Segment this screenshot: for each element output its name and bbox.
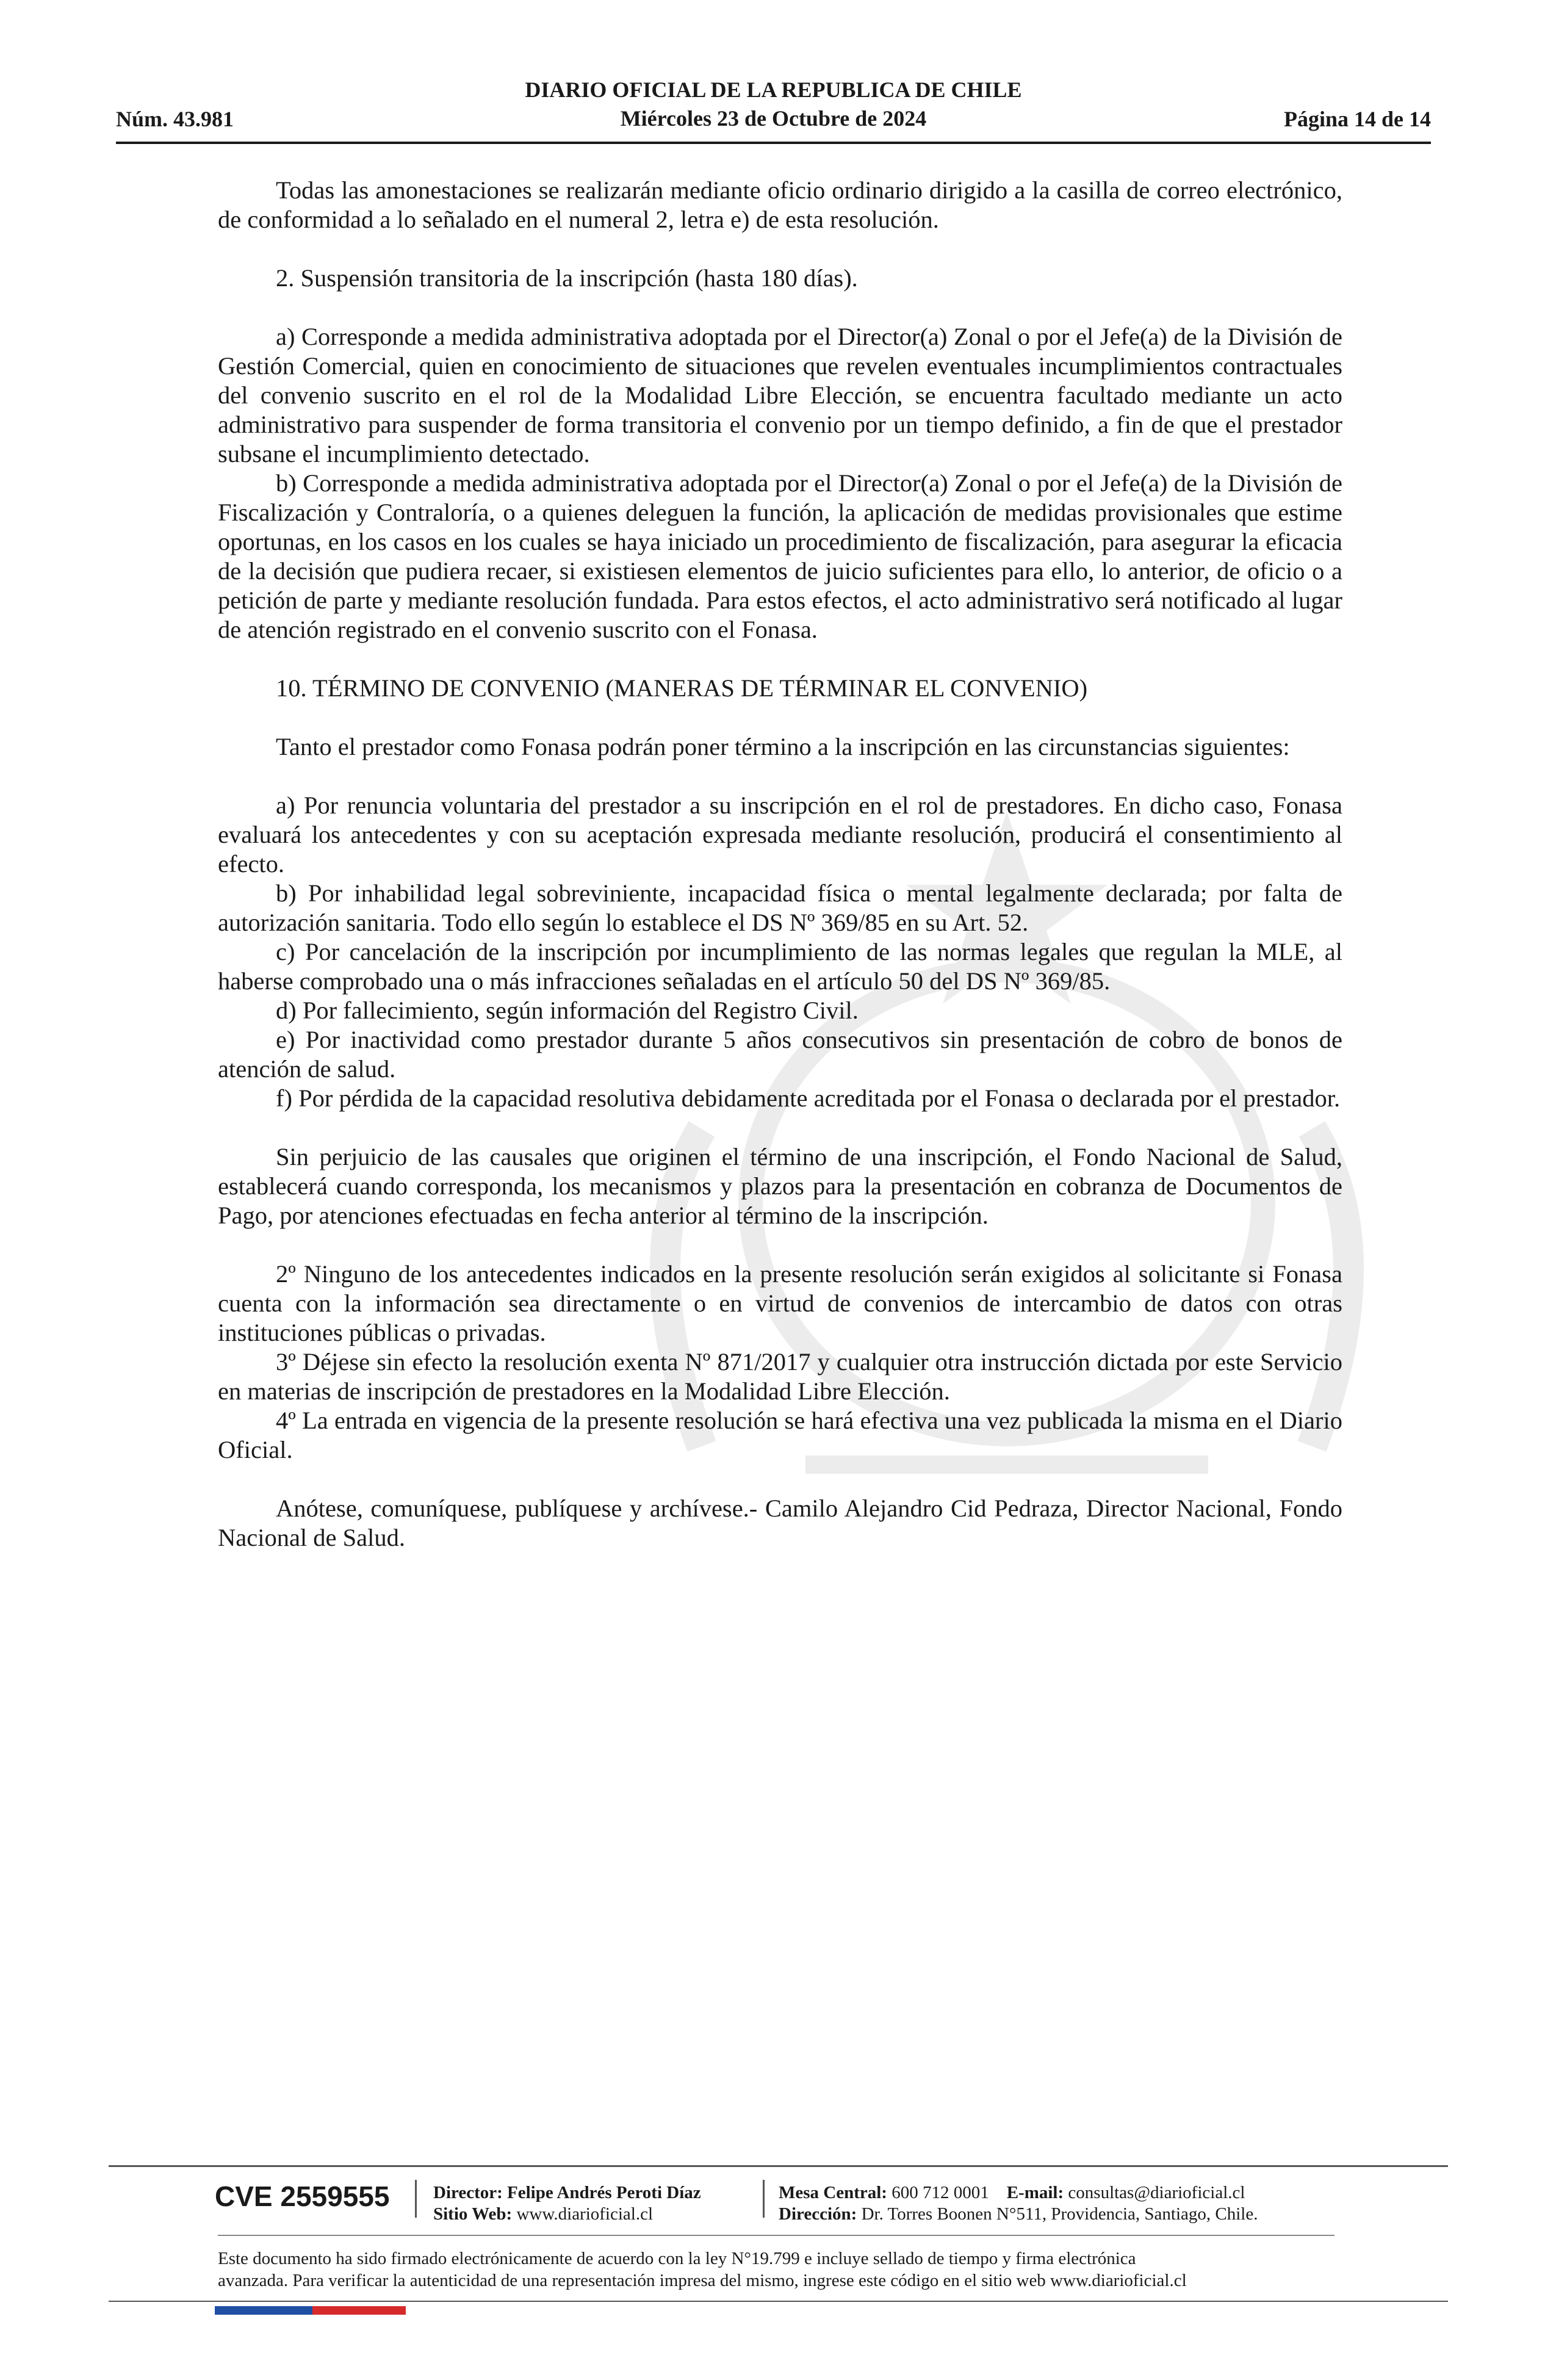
list-item: a) Por renuncia voluntaria del prestador a su inscripción en el rol de prestadores. En dicho caso, Fonasa evaluará los antecedentes y con su aceptación expresada mediante resolución, producirá el consentimiento al efecto. <box>218 792 1342 878</box>
website-label: Sitio Web: <box>433 2204 513 2224</box>
phone-label: Mesa Central: <box>779 2183 887 2202</box>
footer-contact-right <box>779 2182 1258 2225</box>
paragraph: Todas las amonestaciones se realizarán mediante oficio ordinario dirigido a la casilla de correo electrónico, de conformidad a lo señalado en el numeral 2, letra e) de esta resolución. <box>218 176 1342 233</box>
legal-notice-line: Este documento ha sido firmado electrónicamente de acuerdo con la ley N°19.799 e incluye sellado de tiempo y firma electrónica <box>218 2249 1136 2268</box>
section-heading: 2. Suspensión transitoria de la inscripción (hasta 180 días). <box>276 264 858 292</box>
director-label: Director: <box>433 2183 503 2202</box>
list-item: d) Por fallecimiento, según información del Registro Civil. <box>276 997 859 1024</box>
cve-code: CVE 2559555 <box>215 2180 390 2212</box>
header-divider <box>116 142 1431 144</box>
signature-paragraph: Anótese, comuníquese, publíquese y archívese.- Camilo Alejandro Cid Pedraza, Director Nacional, Fondo Nacional de Salud. <box>218 1495 1342 1551</box>
paragraph: Sin perjuicio de las causales que originen el término de una inscripción, el Fondo Nacional de Salud, establecerá cuando corresponda, los mecanismos y plazos para la presentación en cobranza de Documentos de Pago, por atenciones efectuadas en fecha anterior al término de la inscripción. <box>218 1143 1342 1229</box>
paragraph: a) Corresponde a medida administrativa adoptada por el Director(a) Zonal o por el Jefe(a) de la División de Gestión Comercial, quien en conocimiento de situaciones que revelen eventuales incumplimientos contractuales del convenio suscrito en el rol de la Modalidad Libre Elección, se encuentra facultado mediante un acto administrativo para suspender de forma transitoria el convenio por un tiempo definido, a fin de que el prestador subsane el incumplimiento detectado. <box>218 323 1342 467</box>
paragraph: 4º La entrada en vigencia de la presente resolución se hará efectiva una vez publicada la misma en el Diario Oficial. <box>218 1407 1342 1463</box>
paragraph: b) Corresponde a medida administrativa adoptada por el Director(a) Zonal o por el Jefe(a) de la División de Fiscalización y Contraloría, o a quienes deleguen la función, la aplicación de medidas provisionales que estime oportunas, en los casos en los cuales se haya iniciado un procedimiento de fiscalización, para asegurar la eficacia de la decisión que pudiera recaer, si existiesen elementos de juicio suficientes para ello, lo anterior, de oficio o a petición de parte y mediante resolución fundada. Para estos efectos, el acto administrativo será notificado al lugar de atención registrado en el convenio suscrito con el Fonasa. <box>218 469 1342 643</box>
publication-title: DIARIO OFICIAL DE LA REPUBLICA DE CHILE <box>525 78 1022 102</box>
footer-divider-middle <box>218 2235 1334 2236</box>
footer-divider-bottom <box>109 2301 1448 2302</box>
address-value: Dr. Torres Boonen N°511, Providencia, Santiago, Chile. <box>861 2204 1258 2224</box>
director-name: Felipe Andrés Peroti Díaz <box>507 2183 701 2202</box>
masthead <box>116 76 1431 133</box>
footer-contact-left <box>433 2182 701 2225</box>
page-number: Página 14 de 14 <box>1283 107 1431 131</box>
footer-separator <box>415 2180 417 2218</box>
phone-number: 600 712 0001 <box>891 2183 989 2202</box>
legal-notice <box>218 2248 1334 2292</box>
issue-number: Núm. 43.981 <box>116 107 234 131</box>
list-item: f) Por pérdida de la capacidad resolutiva debidamente acreditada por el Fonasa o declarada por el prestador. <box>276 1084 1341 1112</box>
list-item: b) Por inhabilidad legal sobreviniente, incapacidad física o mental legalmente declarada; por falta de autorización sanitaria. Todo ello según lo establece el DS Nº 369/85 en su Art. 52. <box>218 879 1342 936</box>
document-body <box>218 176 1342 1552</box>
email-link[interactable]: consultas@diarioficial.cl <box>1068 2183 1245 2202</box>
footer-separator <box>763 2180 765 2218</box>
email-label: E-mail: <box>1006 2183 1064 2202</box>
paragraph: 2º Ninguno de los antecedentes indicados en la presente resolución serán exigidos al solicitante si Fonasa cuenta con la información sea directamente o en virtud de convenios de intercambio de datos con otras instituciones públicas o privadas. <box>218 1260 1342 1346</box>
list-item: c) Por cancelación de la inscripción por incumplimiento de las normas legales que regulan la MLE, al haberse comprobado una o más infracciones señaladas en el artículo 50 del DS Nº 369/85. <box>218 938 1342 995</box>
flag-stripe-red <box>312 2306 406 2315</box>
list-item: e) Por inactividad como prestador durante 5 años consecutivos sin presentación de cobro de bonos de atención de salud. <box>218 1026 1342 1083</box>
address-label: Dirección: <box>779 2204 857 2224</box>
page-header <box>116 76 1431 144</box>
flag-stripe-blue <box>215 2306 312 2315</box>
legal-notice-line: avanzada. Para verificar la autenticidad de una representación impresa del mismo, ingrese este código en el sitio web www.diarioficial.cl <box>218 2271 1187 2290</box>
footer-divider-top <box>109 2165 1448 2167</box>
website-link[interactable]: www.diarioficial.cl <box>516 2204 654 2224</box>
paragraph: Tanto el prestador como Fonasa podrán poner término a la inscripción en las circunstancias siguientes: <box>276 733 1290 760</box>
paragraph: 3º Déjese sin efecto la resolución exenta Nº 871/2017 y cualquier otra instrucción dictada por este Servicio en materias de inscripción de prestadores en la Modalidad Libre Elección. <box>218 1348 1342 1405</box>
section-heading: 10. TÉRMINO DE CONVENIO (MANERAS DE TÉRMINAR EL CONVENIO) <box>276 674 1088 702</box>
publication-date: Miércoles 23 de Octubre de 2024 <box>620 106 927 131</box>
